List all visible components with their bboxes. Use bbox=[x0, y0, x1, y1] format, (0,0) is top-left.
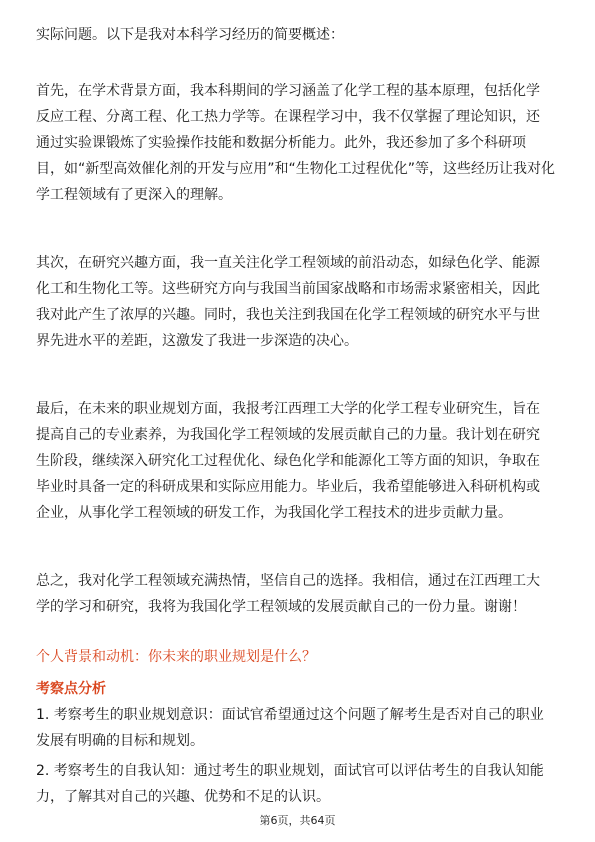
intro-paragraph bbox=[36, 22, 556, 48]
text-line: 化工和生物化工等。这些研究方向与我国当前国家战略和市场需求紧密相关，因此 bbox=[36, 281, 540, 297]
text-line: 我对此产生了浓厚的兴趣。同时，我也关注到我国在化学工程领域的研究水平与世 bbox=[36, 307, 540, 323]
text-line: 首先，在学术背景方面，我本科期间的学习涵盖了化学工程的基本原理，包括化学 bbox=[36, 83, 540, 99]
text-line: 学工程领域有了更深入的理解。 bbox=[36, 187, 232, 203]
text-line: 总之，我对化学工程领域充满热情，坚信自己的选择。我相信，通过在江西理工大 bbox=[36, 573, 540, 589]
paragraph-conclusion bbox=[36, 568, 556, 620]
analysis-heading: 考察点分析 bbox=[36, 681, 106, 697]
text-line: 发展有明确的目标和规划。 bbox=[36, 733, 204, 749]
text-line: 生阶段，继续深入研究化工过程优化、绿色化学和能源化工等方面的知识，争取在 bbox=[36, 453, 540, 469]
text-line: 提高自己的专业素养，为我国化学工程领域的发展贡献自己的力量。我计划在研究 bbox=[36, 427, 540, 443]
text-line: 反应工程、分离工程、化工热力学等。在课程学习中，我不仅掌握了理论知识，还 bbox=[36, 109, 540, 125]
page-number: 第6页，共64页 bbox=[259, 814, 336, 827]
paragraph-research-interest bbox=[36, 250, 556, 354]
question-heading: 个人背景和动机：你未来的职业规划是什么？ bbox=[36, 649, 316, 665]
text-line: 企业，从事化学工程领域的研发工作，为我国化学工程技术的进步贡献力量。 bbox=[36, 505, 512, 521]
text-line: 1. 考察考生的职业规划意识：面试官希望通过这个问题了解考生是否对自己的职业 bbox=[36, 707, 544, 723]
text-line: 界先进水平的差距，这激发了我进一步深造的决心。 bbox=[36, 333, 358, 349]
analysis-item-1 bbox=[36, 702, 556, 754]
text-line: 毕业时具备一定的科研成果和实际应用能力。毕业后，我希望能够进入科研机构或 bbox=[36, 479, 540, 495]
text-line: 目，如“新型高效催化剂的开发与应用”和“生物化工过程优化”等，这些经历让我对化 bbox=[36, 161, 556, 177]
text-line: 其次，在研究兴趣方面，我一直关注化学工程领域的前沿动态，如绿色化学、能源 bbox=[36, 255, 540, 271]
paragraph-career-plan bbox=[36, 396, 556, 526]
text-line: 力，了解其对自己的兴趣、优势和不足的认识。 bbox=[36, 789, 330, 805]
paragraph-academic-background bbox=[36, 78, 556, 208]
analysis-item-2 bbox=[36, 758, 556, 810]
text-line: 2. 考察考生的自我认知：通过考生的职业规划，面试官可以评估考生的自我认知能 bbox=[36, 763, 544, 779]
text-line: 学的学习和研究，我将为我国化学工程领域的发展贡献自己的一份力量。谢谢！ bbox=[36, 599, 526, 615]
text-line: 最后，在未来的职业规划方面，我报考江西理工大学的化学工程专业研究生，旨在 bbox=[36, 401, 540, 417]
text-line: 实际问题。以下是我对本科学习经历的简要概述： bbox=[36, 27, 344, 43]
text-line: 通过实验课锻炼了实验操作技能和数据分析能力。此外，我还参加了多个科研项 bbox=[36, 135, 526, 151]
